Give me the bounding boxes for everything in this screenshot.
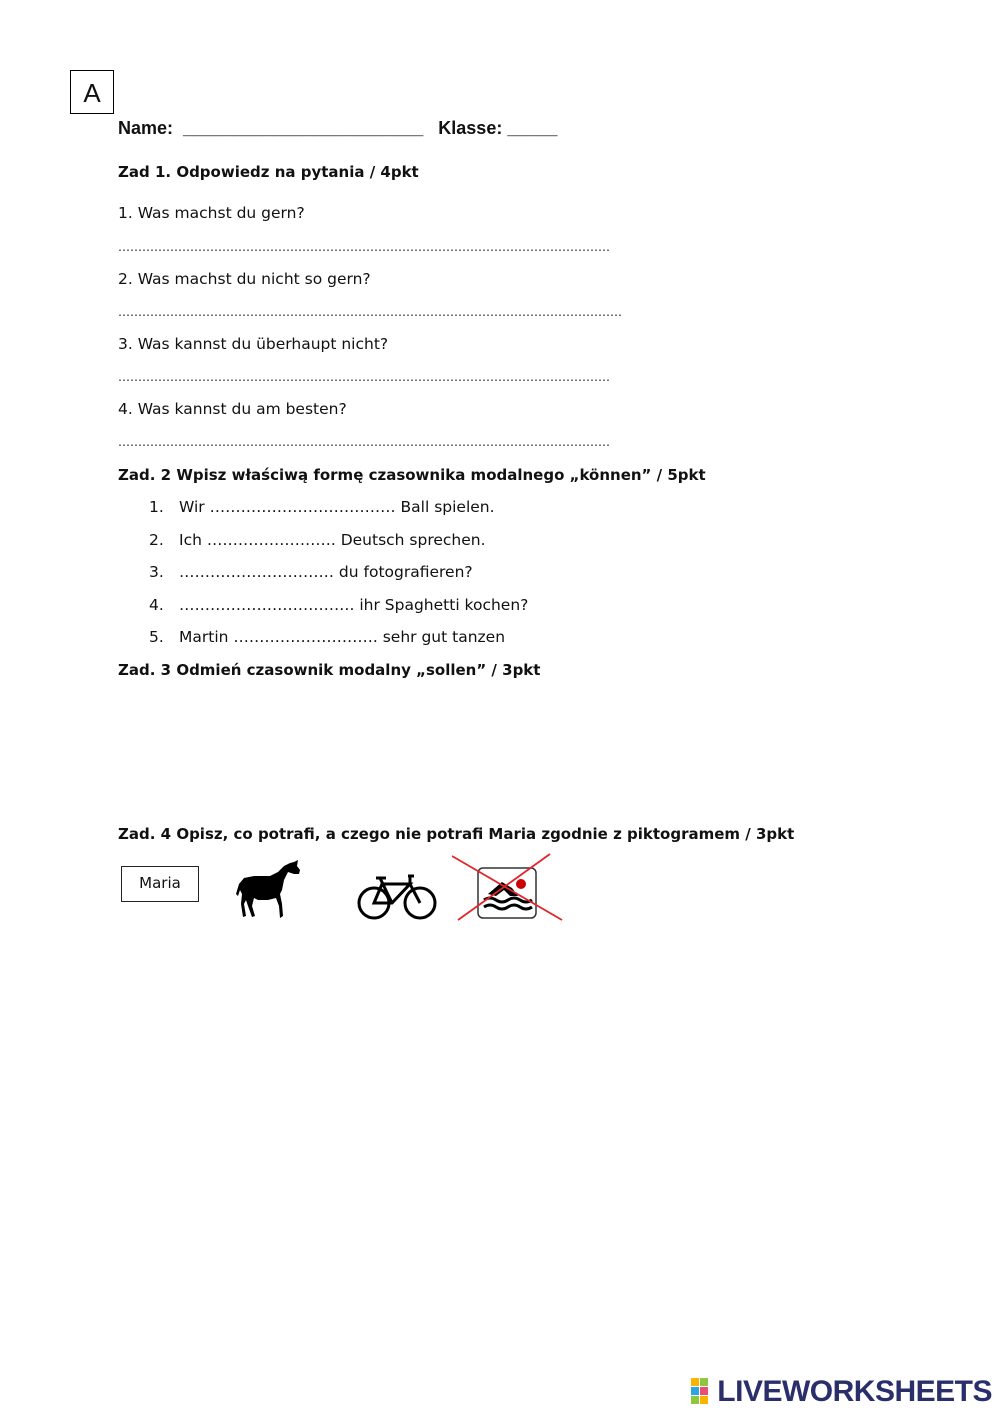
- item-number: 4.: [149, 596, 164, 614]
- item-text[interactable]: ……………………………. ihr Spaghetti kochen?: [179, 596, 529, 614]
- question-3: 3. Was kannst du überhaupt nicht?: [118, 335, 389, 353]
- task4-heading: Zad. 4 Opisz, co potrafi, a czego nie potrafi Maria zgodnie z piktogramem / 3pkt: [118, 825, 795, 843]
- task3-answer-area[interactable]: [118, 690, 738, 810]
- horse-icon: [236, 860, 304, 922]
- item-text[interactable]: ………………………… du fotografieren?: [179, 563, 473, 581]
- answer-line-3[interactable]: ……………………………………………………………………………………………………………: [118, 370, 610, 384]
- answer-line-1[interactable]: ……………………………………………………………………………………………………………: [118, 240, 610, 254]
- question-4: 4. Was kannst du am besten?: [118, 400, 347, 418]
- variant-label: A: [70, 70, 114, 114]
- logo-text: LIVEWORKSHEETS: [717, 1375, 992, 1408]
- task3-heading: Zad. 3 Odmień czasownik modalny „sollen” / 3pkt: [118, 661, 541, 679]
- item-number: 5.: [149, 628, 164, 646]
- liveworksheets-logo: [691, 1376, 992, 1408]
- item-number: 1.: [149, 498, 164, 516]
- answer-line-2[interactable]: ………………………………………………………………………………………………………………: [118, 305, 622, 319]
- question-1: 1. Was machst du gern?: [118, 204, 305, 222]
- item-text[interactable]: Martin ………………………. sehr gut tanzen: [179, 628, 506, 646]
- item-text[interactable]: Ich ……………………. Deutsch sprechen.: [179, 531, 486, 549]
- item-number: 2.: [149, 531, 164, 549]
- task1-heading: Zad 1. Odpowiedz na pytania / 4pkt: [118, 163, 419, 181]
- task2-heading: Zad. 2 Wpisz właściwą formę czasownika modalnego „können” / 5pkt: [118, 466, 706, 484]
- logo-icon: [691, 1378, 717, 1406]
- name-class-line: Name: ________________________ Klasse: _____: [118, 118, 558, 138]
- item-text[interactable]: Wir ……………………………… Ball spielen.: [179, 498, 495, 516]
- question-2: 2. Was machst du nicht so gern?: [118, 270, 371, 288]
- answer-line-4[interactable]: ……………………………………………………………………………………………………………: [118, 435, 610, 449]
- swimming-crossed-icon: [452, 852, 564, 924]
- maria-name-box: Maria: [121, 866, 199, 902]
- bicycle-icon: [356, 870, 440, 922]
- item-number: 3.: [149, 563, 164, 581]
